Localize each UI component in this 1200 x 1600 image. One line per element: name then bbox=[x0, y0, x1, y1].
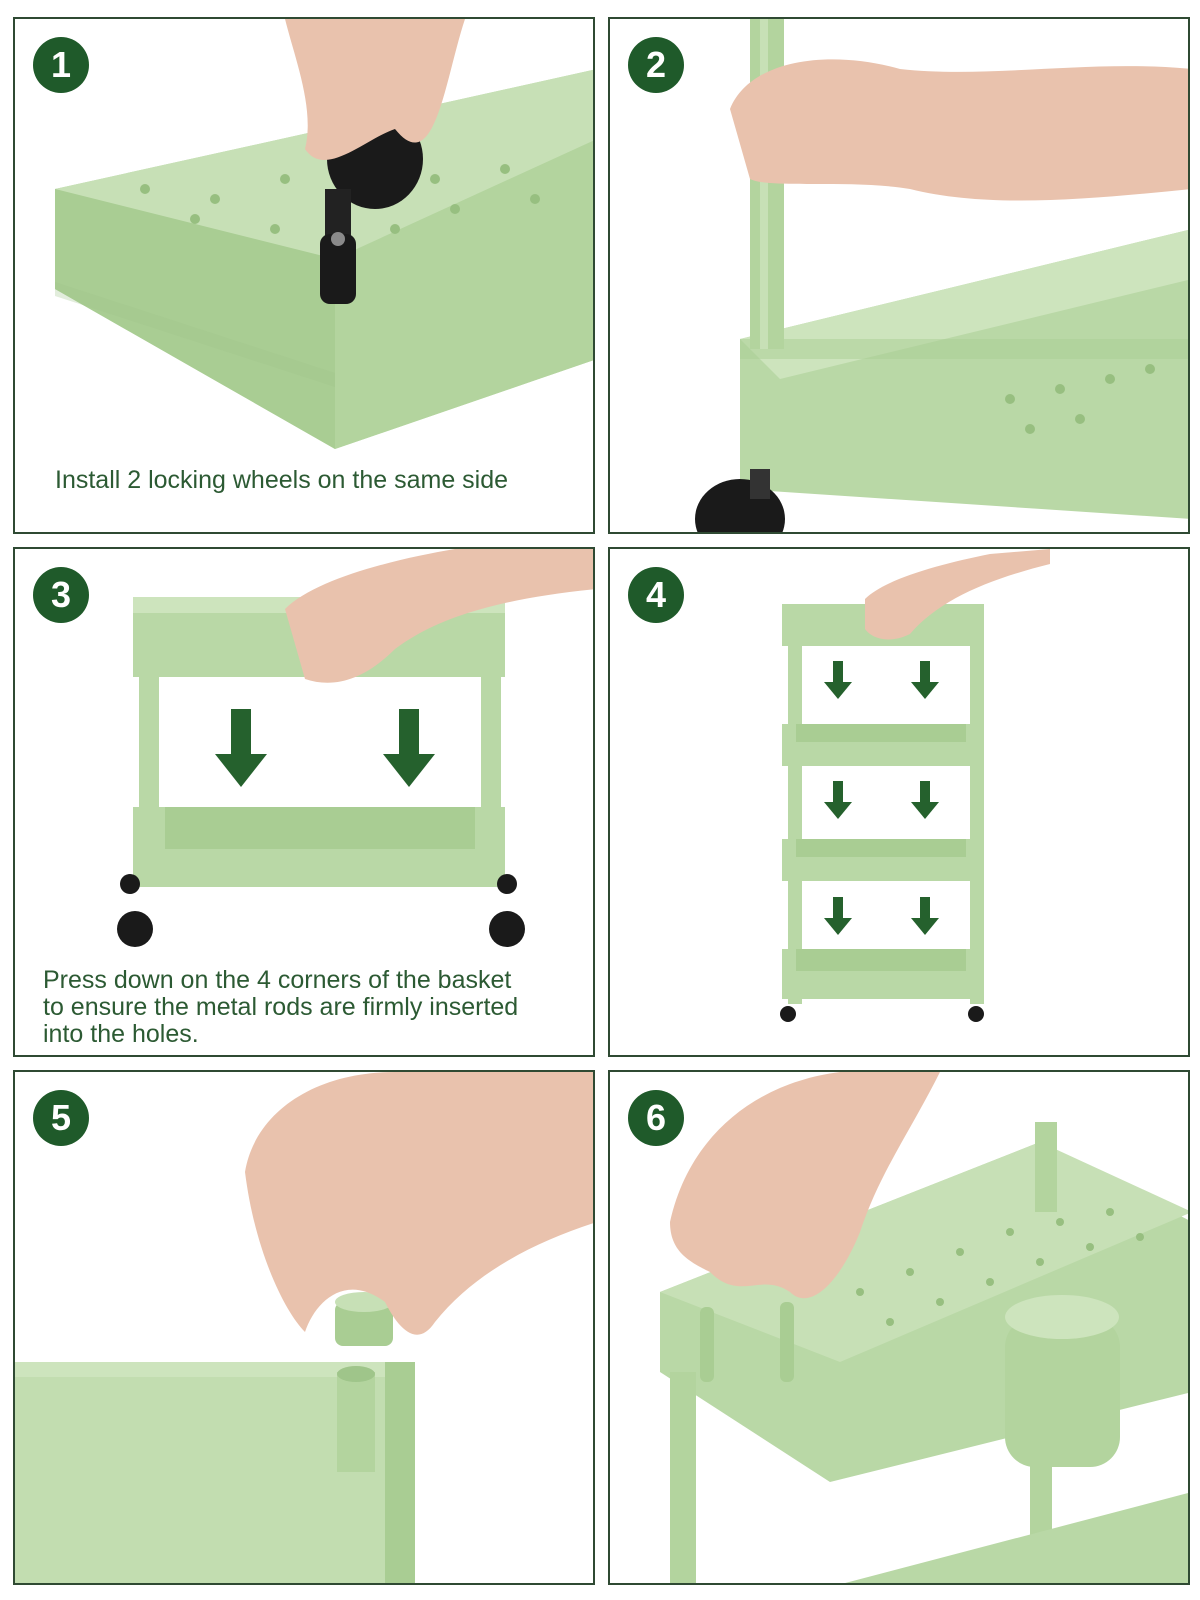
insert-rod-illustration bbox=[610, 19, 1190, 534]
caption-line: to ensure the metal rods are firmly inserted bbox=[43, 993, 519, 1021]
step-4-panel bbox=[608, 547, 1190, 1057]
step-number-badge: 4 bbox=[628, 567, 684, 623]
step-3-caption bbox=[43, 967, 518, 1048]
step-number-badge: 3 bbox=[33, 567, 89, 623]
step-1-caption: Install 2 locking wheels on the same side bbox=[55, 466, 509, 494]
four-tier-cart-illustration bbox=[610, 549, 1190, 1057]
step-1-panel bbox=[13, 17, 595, 534]
caption-line: into the holes. bbox=[43, 1020, 199, 1048]
step-2-panel bbox=[608, 17, 1190, 534]
cart-base-wheel-illustration bbox=[15, 19, 595, 534]
step-number-badge: 2 bbox=[628, 37, 684, 93]
caption-line: Press down on the 4 corners of the basket bbox=[43, 966, 512, 994]
step-6-panel bbox=[608, 1070, 1190, 1585]
cap-insertion-illustration bbox=[15, 1072, 595, 1585]
step-5-panel bbox=[13, 1070, 595, 1585]
step-number-badge: 5 bbox=[33, 1090, 89, 1146]
step-number-badge: 1 bbox=[33, 37, 89, 93]
hook-and-cup-illustration bbox=[610, 1072, 1190, 1585]
step-number-badge: 6 bbox=[628, 1090, 684, 1146]
step-3-panel bbox=[13, 547, 595, 1057]
